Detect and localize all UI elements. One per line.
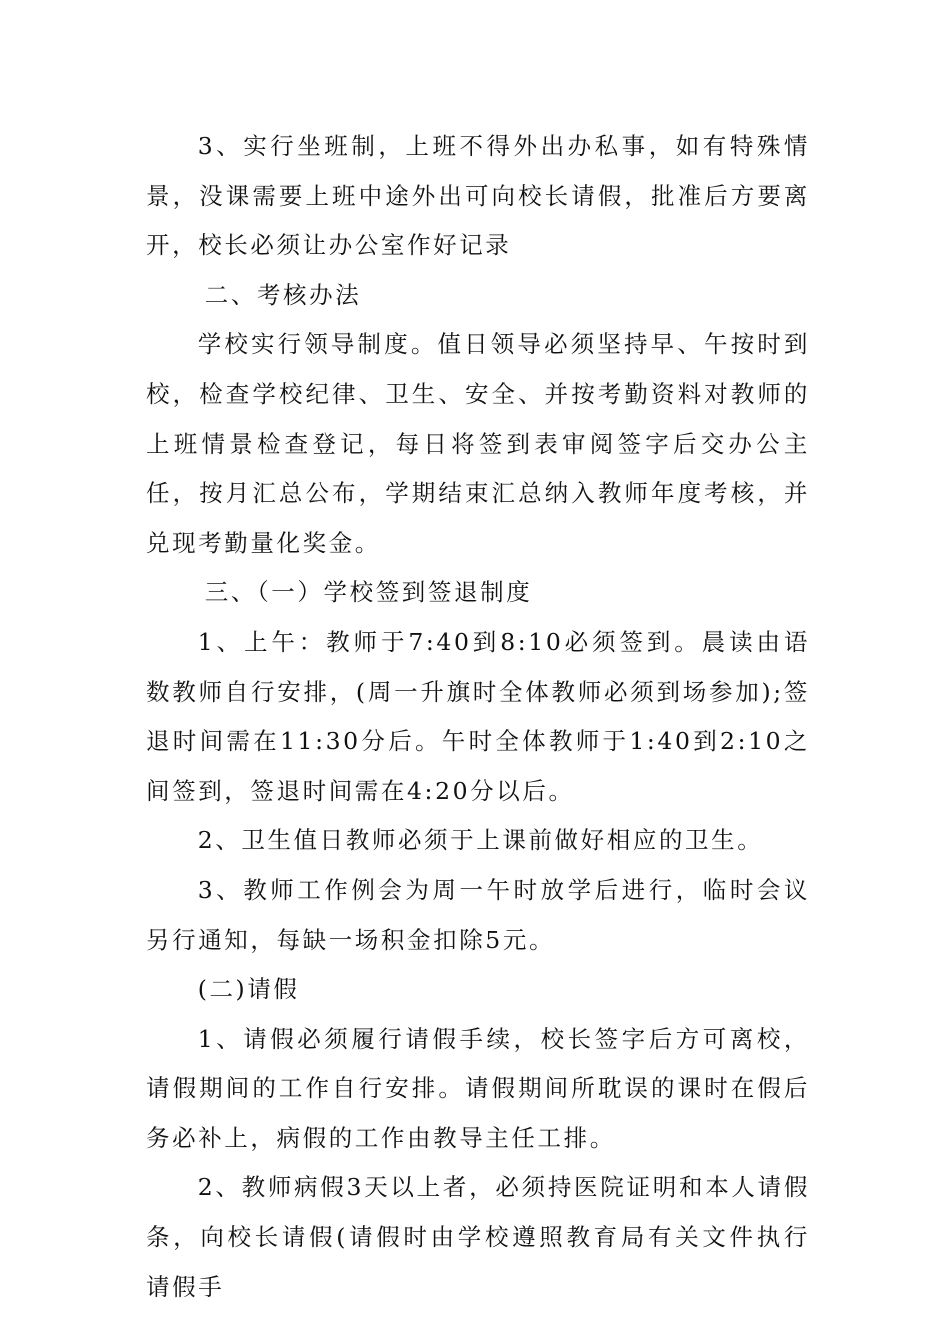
document-page — [146, 122, 810, 1312]
paragraph-sitting-duty: 3、实行坐班制，上班不得外出办私事，如有特殊情景，没课需要上班中途外出可向校长请假，批准后方要离开，校长必须让办公室作好记录 — [146, 132, 810, 260]
paragraph-sign-in-times: 1、上午：教师于7:40到8:10必须签到。晨读由语数教师自行安排，(周一升旗时全体教师必须到场参加);签退时间需在11:30分后。午时全体教师于1:40到2:10之间签到，签退时间需在4:20分以后。 — [146, 627, 810, 805]
paragraph-leadership-system: 学校实行领导制度。值日领导必须坚持早、午按时到校，检查学校纪律、卫生、安全、并按考勤资料对教师的上班情景检查登记，每日将签到表审阅签字后交办公主任，按月汇总公布，学期结束汇总纳入教师年度考核，并兑现考勤量化奖金。 — [146, 330, 810, 557]
paragraph-staff-meeting: 3、教师工作例会为周一午时放学后进行，临时会议另行通知，每缺一场积金扣除5元。 — [146, 875, 810, 954]
paragraph-sick-leave: 2、教师病假3天以上者，必须持医院证明和本人请假条，向校长请假(请假时由学校遵照教育局有关文件执行请假手 — [146, 1173, 810, 1301]
paragraph-leave-procedure: 1、请假必须履行请假手续，校长签字后方可离校，请假期间的工作自行安排。请假期间所耽误的课时在假后务必补上，病假的工作由教导主任工排。 — [146, 1024, 810, 1152]
heading-sign-in-system: 三、（一）学校签到签退制度 — [204, 578, 533, 607]
heading-leave: (二)请假 — [197, 975, 300, 1004]
paragraph-hygiene-duty: 2、卫生值日教师必须于上课前做好相应的卫生。 — [197, 826, 764, 855]
heading-assessment-method: 二、考核办法 — [204, 280, 362, 309]
